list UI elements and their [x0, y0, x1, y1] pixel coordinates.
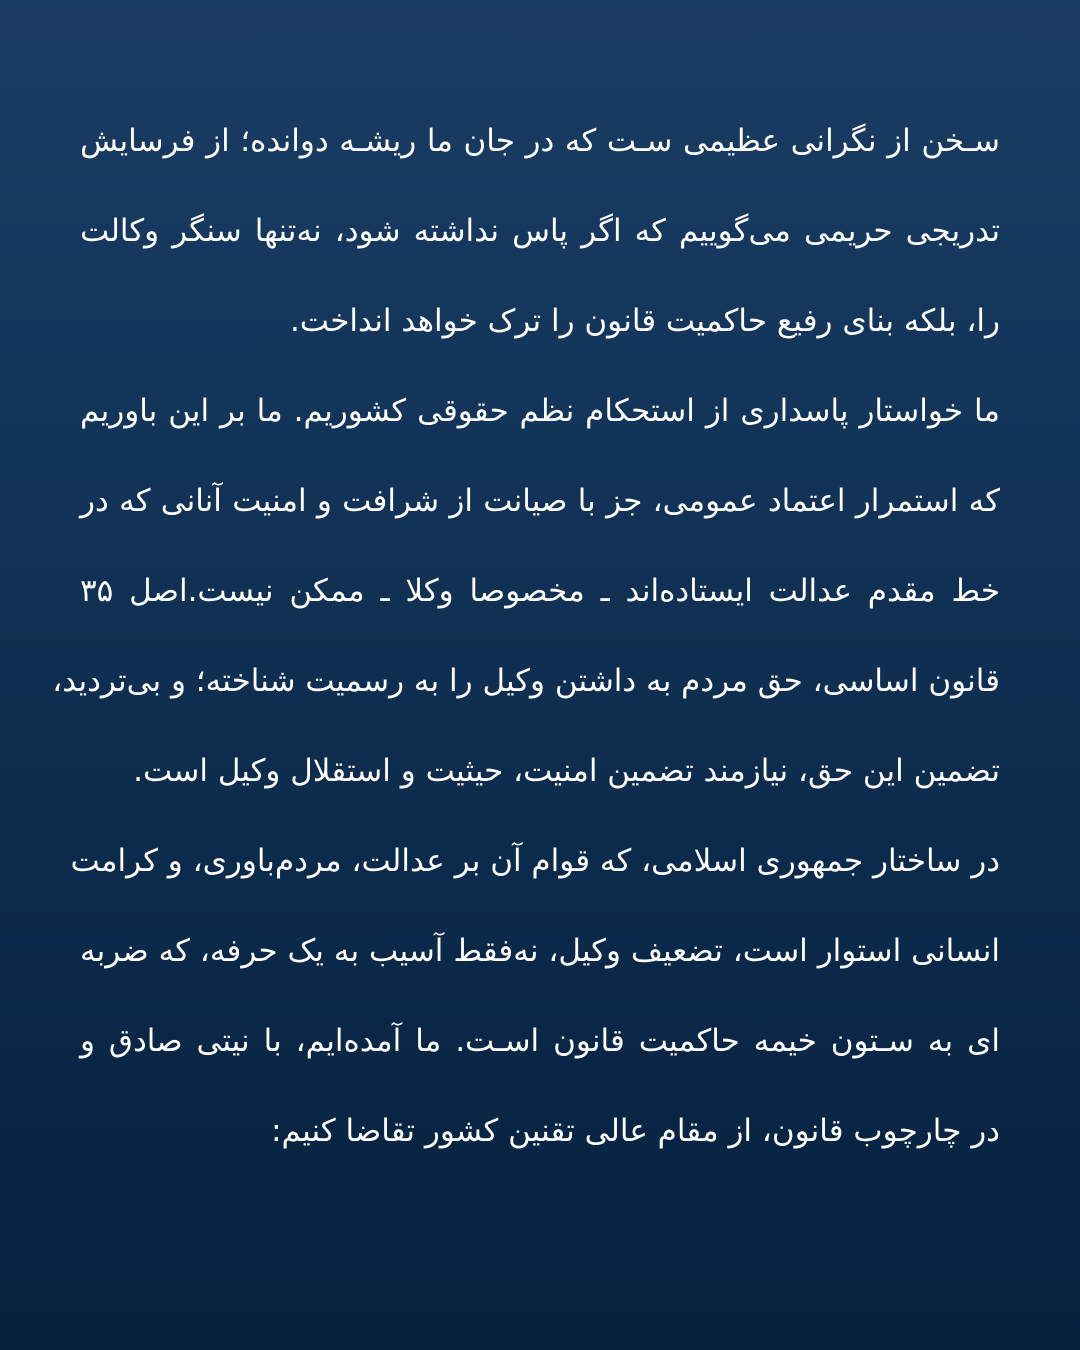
- text-line: سـخن از نگرانی عظیمی سـت که در جان ما ریشـه دوانده؛ از فرسایش: [80, 123, 1000, 159]
- text-line: ای به سـتون خیمه حاکمیت قانون اسـت. ما آمده‌ایم، با نیتی صادق و: [80, 1023, 1000, 1059]
- text-line: انسانی استوار است، تضعیف وکیل، نه‌فقط آسیب به یک حرفه، که ضربه: [80, 933, 1000, 969]
- paragraph-1: [80, 96, 1000, 366]
- statement-text: [52, 96, 1000, 1176]
- text-line: تضمین این حق، نیازمند تضمین امنیت، حیثیت و استقلال وکیل است.: [133, 753, 1000, 789]
- text-line: که استمرار اعتماد عمومی، جز با صیانت از شرافت و امنیت آنانی که در: [80, 483, 1000, 519]
- text-line: را، بلکه بنای رفیع حاکمیت قانون را ترک خواهد انداخت.: [289, 303, 1000, 339]
- text-line: در چارچوب قانون، از مقام عالی تقنین کشور تقاضا کنیم:: [271, 1113, 1000, 1149]
- paragraph-2: [52, 366, 1000, 816]
- text-line: ما خواستار پاسداری از استحکام نظم حقوقی کشوریم. ما بر این باوریم: [80, 393, 1000, 429]
- text-line: خط مقدم عدالت ایستاده‌اند ـ مخصوصا وکلا ـ ممکن نیست.اصل ۳۵: [80, 573, 1000, 609]
- paragraph-3: [70, 816, 1000, 1176]
- text-line: در ساختار جمهوری اسلامی، که قوام آن بر عدالت، مردم‌باوری، و کرامت: [70, 843, 1000, 879]
- text-line: تدریجی حریمی می‌گوییم که اگر پاس نداشته شود، نه‌تنها سنگر وکالت: [80, 213, 1000, 249]
- text-line: قانون اساسی، حق مردم به داشتن وکیل را به رسمیت شناخته؛ و بی‌تردید،: [52, 663, 1000, 699]
- post-page: [52, 96, 1000, 1196]
